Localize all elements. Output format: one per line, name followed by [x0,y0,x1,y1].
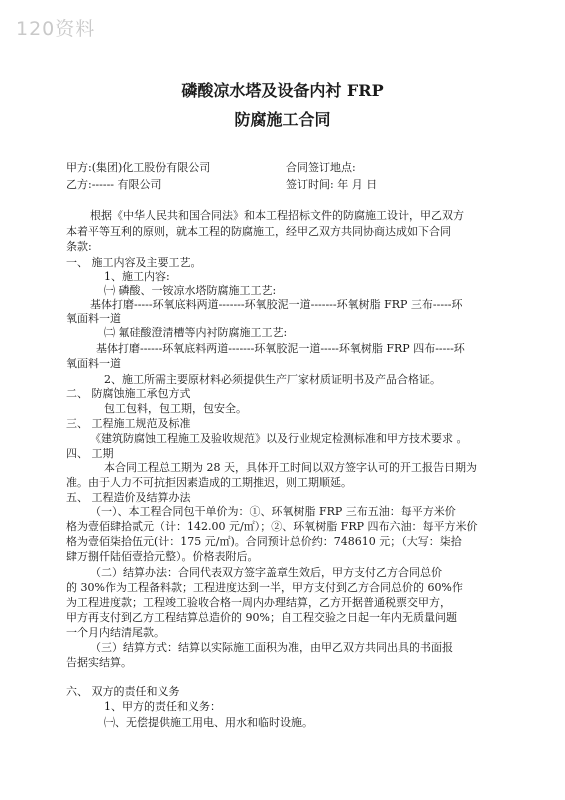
body-line: 1、施工内容: [104,270,170,283]
body-line: 的 30%作为工程备料款；工程进度达到一半，甲方支付到乙方合同总价的 60%作 [66,581,463,594]
section-heading: 五、 工程造价及结算办法 [66,491,191,504]
body-line: （三）结算方式：结算以实际施工面积为准，由甲乙双方共同出具的书面报 [90,641,453,654]
body-line: 告据实结算。 [66,656,132,669]
body-line: 准。由于人力不可抗拒因素造成的工期推迟，则工期顺延。 [66,476,352,489]
sign-place: 合同签订地点: [286,161,356,174]
body-line: 1、甲方的责任和义务： [104,700,221,713]
body-line: 条款: [66,240,92,253]
body-line: 格为壹佰肆拾贰元（计：142.00 元/㎡）；②、环氧树脂 FRP 四布六油：每平方米价 [66,520,478,533]
body-line: 氧面料一道 [66,357,121,370]
body-line: 本着平等互利的原则，就本工程的防腐施工，经甲乙双方共同协商达成如下合同 [66,225,451,238]
party-a: 甲方:(集团)化工股份有限公司 [66,161,211,174]
sign-time: 签订时间: 年 月 日 [286,178,378,191]
body-line: 一个月内结清尾款。 [66,626,165,639]
body-line: 《建筑防腐蚀工程施工及验收规范》以及行业规定检测标准和甲方技术要求 。 [90,432,468,445]
body-line: 为工程进度款；工程竣工验收合格一周内办理结算，乙方开据普通税票交甲方， [66,596,451,609]
body-line: 基体打磨------环氧底料两道-------环氧胶泥一道-----环氧树脂 FRP 四布-----环 [96,342,465,355]
body-line: 根据《中华人民共和国合同法》和本工程招标文件的防腐施工设计，甲乙双方 [90,209,464,222]
body-line: 2、施工所需主要原材料必须提供生产厂家材质证明书及产品合格证。 [104,373,441,386]
body-line: （二）结算办法：合同代表双方签字盖章生效后，甲方支付乙方合同总价 [90,566,442,579]
section-heading: 六、 双方的责任和义务 [66,685,180,698]
body-line: ㈠、无偿提供施工用电、用水和临时设施。 [104,716,313,729]
body-line: 格为壹佰柒拾伍元(计：175 元/㎡)。合同预计总价约：748610 元；（大写：柒拾 [66,535,462,548]
body-line: 氧面料一道 [66,312,121,325]
contract-title: 磷酸凉水塔及设备内衬 FRP [181,81,384,100]
body-line: 甲方再支付到乙方工程结算总造价的 90%；自工程交验之日起一年内无质量问题 [66,611,457,624]
body-line: （一）、本工程合同包干单价为：①、环氧树脂 FRP 三布五油：每平方米价 [90,505,456,518]
body-line: 肆万捌仟陆佰壹拾元整）。价格表附后。 [66,550,259,563]
contract-subtitle: 防腐施工合同 [234,110,331,129]
body-line: 包工包料，包工期，包安全。 [104,402,247,415]
body-line: ㈠ 磷酸、一铵凉水塔防腐施工工艺: [104,284,277,297]
body-line: 基体打磨-----环氧底料两道-------环氧胶泥一道-------环氧树脂 FRP 三布-----环 [90,298,463,311]
section-heading: 二、 防腐蚀施工承包方式 [66,387,191,400]
watermark: 120资料 [16,18,96,40]
section-heading: 三、 工程施工规范及标准 [66,417,191,430]
body-line: ㈡ 氟硅酸澄清槽等内衬防腐施工工艺: [104,326,288,339]
section-heading: 四、 工期 [66,447,114,460]
section-heading: 一、 施工内容及主要工艺。 [66,256,202,269]
body-line: 本合同工程总工期为 28 天，具体开工时间以双方签字认可的开工报告日期为 [104,461,477,474]
party-b: 乙方:------ 有限公司 [66,178,162,191]
